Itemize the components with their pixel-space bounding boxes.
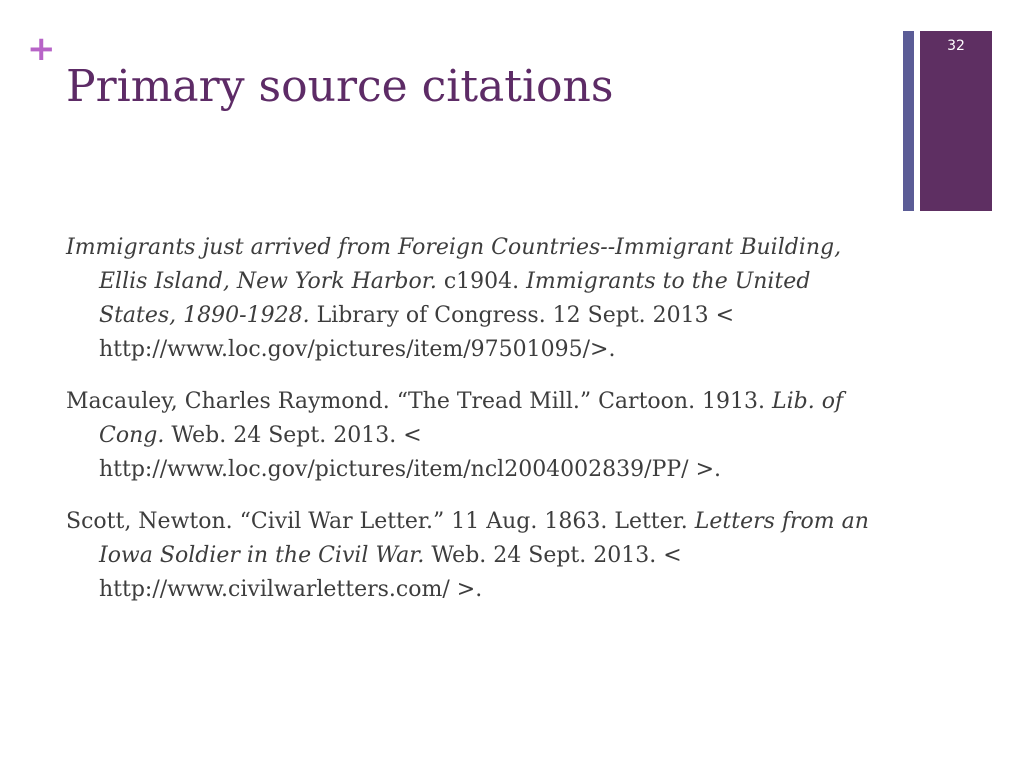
citation-part: Web. 24 Sept. 2013. < http://www.loc.gov/pictures/item/ncl2004002839/PP/ >. bbox=[99, 423, 722, 482]
citation-part: Immigrants just arrived from Foreign Countries--Immigrant Building, Ellis Island, New York Harbor. bbox=[66, 235, 842, 294]
citation-item bbox=[66, 505, 886, 607]
decorative-bar-thin bbox=[903, 31, 914, 211]
plus-icon: + bbox=[27, 29, 56, 69]
citation-part: Library of Congress. 12 Sept. 2013 < http://www.loc.gov/pictures/item/97501095/>. bbox=[99, 303, 735, 362]
citation-item bbox=[66, 385, 886, 487]
citation-item bbox=[66, 231, 886, 367]
slide-number: 32 bbox=[947, 38, 965, 54]
citation-part: c1904. bbox=[436, 269, 527, 294]
citation-part: Lib. of Cong. bbox=[99, 389, 844, 448]
slide-title: Primary source citations bbox=[66, 61, 614, 112]
citation-part: Letters from an Iowa Soldier in the Civil War. bbox=[99, 509, 869, 568]
decorative-bar-wide bbox=[920, 31, 992, 211]
citation-part: Web. 24 Sept. 2013. < http://www.civilwarletters.com/ >. bbox=[99, 543, 682, 602]
citation-part: Macauley, Charles Raymond. “The Tread Mill.” Cartoon. 1913. bbox=[66, 389, 773, 414]
citation-part: Immigrants to the United States, 1890-1928. bbox=[99, 269, 811, 328]
citation-part: Scott, Newton. “Civil War Letter.” 11 Aug. 1863. Letter. bbox=[66, 509, 695, 534]
citation-list bbox=[66, 231, 886, 625]
